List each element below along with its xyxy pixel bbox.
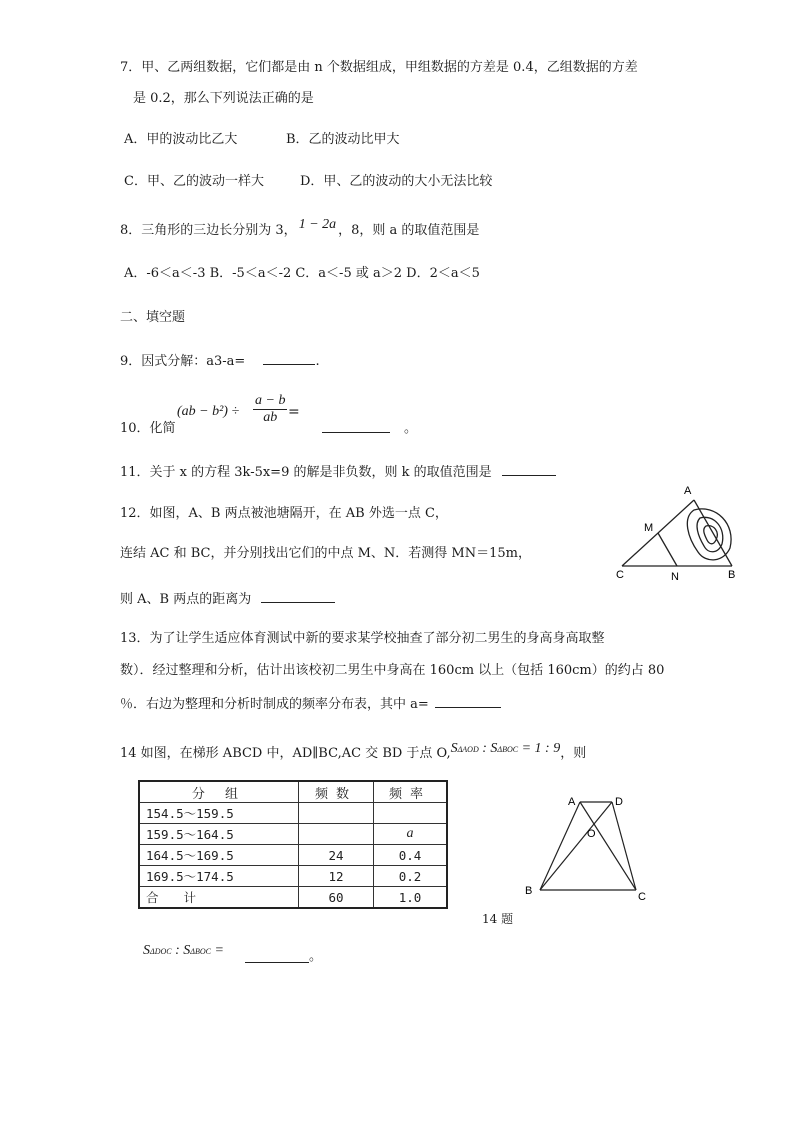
q10-equals: = [288,404,300,420]
q10-answer-blank[interactable] [322,420,390,433]
q14-answer-expression: SΔDOC : SΔBOC = [143,943,224,958]
q9-end: . [315,354,320,369]
q8-stem-post: ，8，则 a 的取值范围是 [338,223,480,238]
q13-line3-text: ％．右边为整理和分析时制成的频率分布表，其中 a= [120,697,429,712]
q12-label-c: C [616,569,624,581]
frequency-table [138,780,448,909]
q14-label-a: A [568,796,576,808]
q14-label-b: B [525,885,533,897]
q14-answer-end: 。 [309,949,323,964]
table-cell-rate: 1.0 [374,887,448,909]
q7-option-a: A．甲的波动比乙大 [124,132,238,147]
q12-side-ab [694,500,732,566]
table-header-frequency-rate: 频率 [374,781,448,803]
q14-trapezoid-figure [522,790,662,910]
table-cell-count: 24 [299,845,374,866]
q8-stem [120,217,480,240]
q11-stem [120,463,556,482]
table-cell-count [299,824,374,845]
q14-label-d: D [615,796,623,808]
table-cell-group: 合 计 [139,887,299,909]
q13-line1: 13．为了让学生适应体育测试中新的要求某学校抽查了部分初二男生的身高身高取整 [120,631,605,646]
q10-end: 。 [404,421,418,436]
q14-answer-blank[interactable] [245,950,309,963]
q12-label-a: A [684,485,692,497]
table-cell-rate [374,803,448,824]
table-cell-rate: a [374,824,448,845]
q10-fraction [253,393,287,426]
table-cell-group: 154.5～159.5 [139,803,299,824]
q14-ratio: SΔAOD : SΔBOC = 1 : 9 [450,741,561,756]
q14-label-o: O [587,828,596,840]
q14-side-ab [540,802,580,890]
q12-line3 [120,590,335,609]
q9-answer-blank[interactable] [263,352,315,365]
table-cell-group: 164.5～169.5 [139,845,299,866]
q12-pond-figure [612,482,742,582]
q14-ratio-value: = 1 : 9 [521,741,561,756]
q8-options: A．-6＜a＜-3 B．-5＜a＜-2 C．a＜-5 或 a＞2 D．2＜a＜5 [124,266,480,281]
q14-answer-left-sub: ΔDOC [150,947,172,956]
q14-stem-post: ，则 [560,746,587,761]
q10-fraction-numerator: a − b [255,393,286,408]
table-row [139,824,447,845]
q14-answer-mid: S [183,943,191,958]
q12-line3-text: 则 A、B 两点的距离为 [120,592,252,607]
q11-text: 11．关于 x 的方程 3k-5x=9 的解是非负数，则 k 的取值范围是 [120,465,492,480]
q14-label-c: C [638,891,646,903]
table-cell-count: 60 [299,887,374,909]
table-cell-group: 169.5～174.5 [139,866,299,887]
table-row [139,803,447,824]
q10-expression: (ab − b²) ÷ [177,404,240,419]
q14-stem [120,741,587,764]
q9-text: 9．因式分解：a3-a= [120,354,246,369]
table-header-group: 分 组 [139,781,299,803]
q14-ratio-mid: S [490,741,498,756]
q14-ratio-mid-sub: ΔBOC [497,745,519,754]
q12-line2: 连结 AC 和 BC，并分别找出它们的中点 M、N．若测得 MN＝15m， [120,546,531,561]
q13-line2: 数）．经过整理和分析，估计出该校初二男生中身高在 160cm 以上（包括 160cm）的约占 80 [120,663,665,678]
q14-ratio-left: S [450,741,458,756]
q12-answer-blank[interactable] [261,590,335,603]
q11-answer-blank[interactable] [502,463,556,476]
section-title: 二、填空题 [120,310,186,325]
table-cell-count [299,803,374,824]
q7-option-c: C．甲、乙的波动一样大 [124,174,264,189]
table-row [139,866,447,887]
q12-label-n: N [671,571,679,582]
table-cell-group: 159.5～164.5 [139,824,299,845]
q14-diagonal-bd [540,802,612,890]
q7-option-d: D．甲、乙的波动的大小无法比较 [300,174,493,189]
q12-line1: 12．如图，A、B 两点被池塘隔开，在 AB 外选一点 C， [120,506,448,521]
table-header-row [139,781,447,803]
q12-label-m: M [644,522,654,534]
q12-segment-mn [658,533,677,566]
q14-answer-mid-sub: ΔBOC [190,947,211,956]
q7-option-b: B．乙的波动比甲大 [286,132,400,147]
q14-diagonal-ac [580,802,636,890]
q9-stem [120,352,320,371]
q14-figure-caption: 14 题 [482,912,514,926]
q14-ratio-left-sub: ΔAOD [457,745,479,754]
table-row [139,845,447,866]
q7-line1: 7．甲、乙两组数据，它们都是由 n 个数据组成，甲组数据的方差是 0.4，乙组数据的方差 [120,60,638,75]
q8-expression: 1 − 2a [298,217,337,232]
q7-line2: 是 0.2，那么下列说法正确的是 [133,91,314,106]
q14-answer-equals: = [214,943,224,958]
table-cell-count: 12 [299,866,374,887]
q12-pond-middle [697,517,723,551]
table-cell-rate: 0.2 [374,866,448,887]
q14-stem-pre: 14 如图，在梯形 ABCD 中，AD∥BC,AC 交 BD 于点 O, [120,746,451,761]
table-header-frequency-count: 频数 [299,781,374,803]
q14-side-dc [612,802,636,890]
q10-fraction-denominator: ab [263,410,278,425]
q13-answer-blank[interactable] [435,695,501,708]
q12-label-b: B [728,569,736,581]
q10-pre: 10．化简 [120,421,176,436]
table-row [139,887,447,909]
table-cell-rate: 0.4 [374,845,448,866]
q8-stem-pre: 8．三角形的三边长分别为 3， [120,223,297,238]
q13-line3 [120,695,501,714]
q14-answer-left: S [143,943,150,958]
